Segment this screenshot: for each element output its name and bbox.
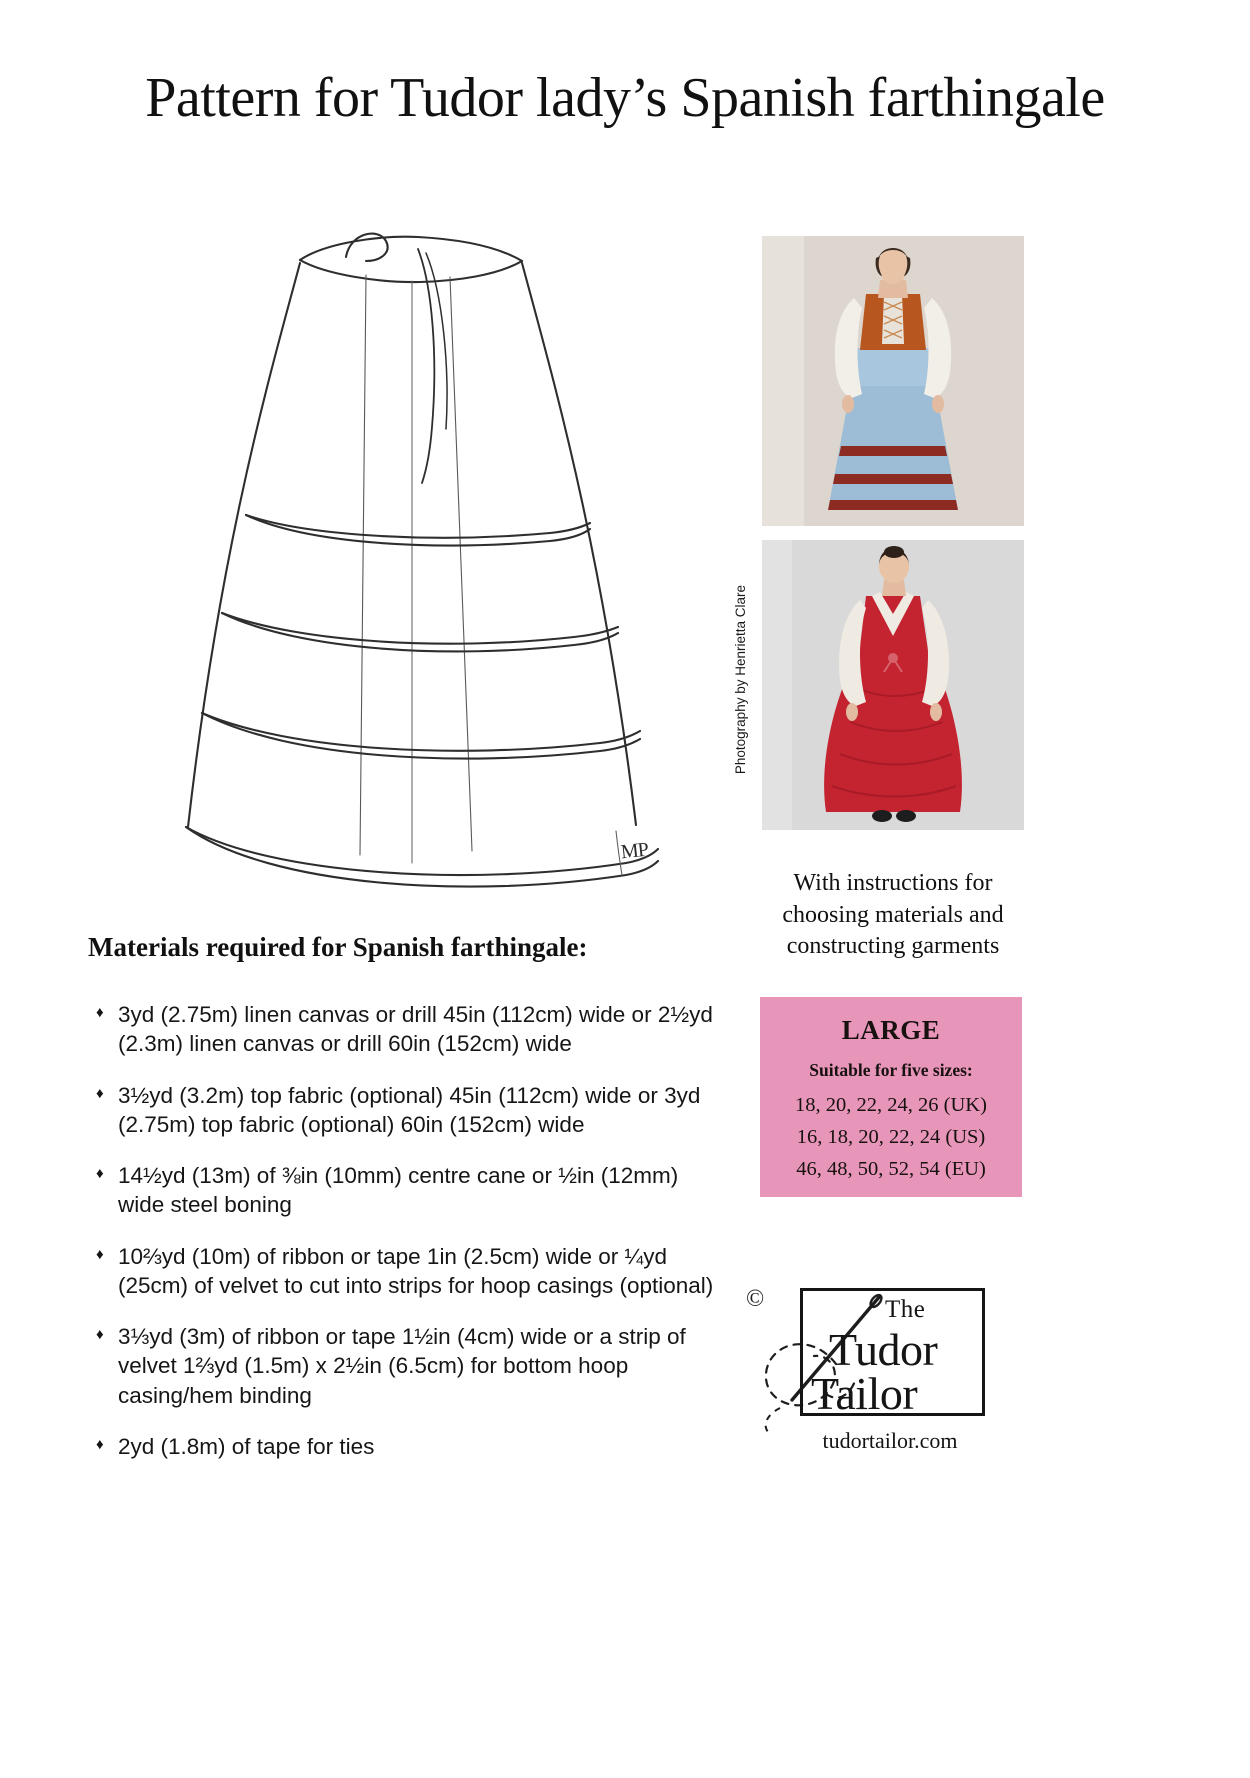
photography-credit: Photography by Henrietta Clare — [733, 585, 748, 775]
list-item-text: 14½yd (13m) of ⅜in (10mm) centre cane or ½in (12mm) wide steel boning — [118, 1163, 679, 1218]
list-item — [88, 1161, 718, 1220]
blurb-line-2: choosing materials and — [782, 901, 1004, 928]
list-item — [88, 1322, 718, 1410]
list-item — [88, 1000, 718, 1059]
list-item — [88, 1242, 718, 1301]
copyright-icon: © — [746, 1286, 765, 1312]
diamond-bullet-icon: ♦ — [96, 1084, 104, 1102]
diamond-bullet-icon: ♦ — [96, 1165, 104, 1182]
size-suitable-label: Suitable for five sizes: — [809, 1060, 973, 1080]
list-item-text: 3⅓yd (3m) of ribbon or tape 1½in (4cm) wide or a strip of velvet 1⅔yd (1.5m) x 2½in (6.5cm) for bottom hoop casing/hem binding — [118, 1324, 686, 1408]
size-label: LARGE — [841, 1015, 941, 1045]
list-item-text: 10⅔yd (10m) of ribbon or tape 1in (2.5cm) wide or ¼yd (25cm) of velvet to cut into strips for hoop casings (optional) — [118, 1243, 714, 1298]
logo-line-tailor: Tailor — [811, 1368, 918, 1419]
blurb-line-1: With instructions for — [793, 870, 993, 896]
diamond-bullet-icon: ♦ — [96, 1245, 104, 1263]
logo-line-the: The — [885, 1296, 926, 1323]
size-row-uk: 18, 20, 22, 24, 26 (UK) — [795, 1094, 987, 1116]
list-item — [88, 1081, 718, 1140]
logo-line-tudor: Tudor — [829, 1324, 938, 1375]
list-item-text: 3½yd (3.2m) top fabric (optional) 45in (112cm) wide or 3yd (2.75m) top fabric (optional) 60in (152cm) wide — [118, 1082, 701, 1137]
size-row-us: 16, 18, 20, 22, 24 (US) — [796, 1126, 986, 1148]
page-title: Pattern for Tudor lady’s Spanish farthingale — [145, 67, 1105, 129]
size-box — [760, 997, 1022, 1197]
diamond-bullet-icon: ♦ — [96, 1004, 104, 1021]
artist-signature: MP — [619, 838, 650, 864]
list-item — [88, 1432, 718, 1461]
materials-list — [88, 1000, 718, 1483]
back-view-red-gown-photo — [762, 540, 1024, 830]
photo-column — [762, 236, 1024, 830]
blurb-line-3: constructing garments — [786, 933, 1000, 960]
materials-heading: Materials required for Spanish farthingale: — [88, 932, 588, 962]
list-item-text: 3yd (2.75m) linen canvas or drill 45in (112cm) wide or 2½yd (2.3m) linen canvas or drill 60in (152cm) wide — [118, 1002, 713, 1057]
website-url[interactable]: tudortailor.com — [822, 1428, 958, 1453]
logo-wordmark — [800, 1288, 985, 1419]
farthingale-illustration — [150, 215, 690, 895]
front-view-blue-farthingale-photo — [762, 236, 1024, 526]
diamond-bullet-icon: ♦ — [96, 1326, 104, 1343]
size-row-eu: 46, 48, 50, 52, 54 (EU) — [796, 1158, 986, 1180]
instructions-blurb — [748, 868, 1038, 963]
diamond-bullet-icon: ♦ — [96, 1435, 104, 1453]
list-item-text: 2yd (1.8m) of tape for ties — [118, 1433, 375, 1459]
